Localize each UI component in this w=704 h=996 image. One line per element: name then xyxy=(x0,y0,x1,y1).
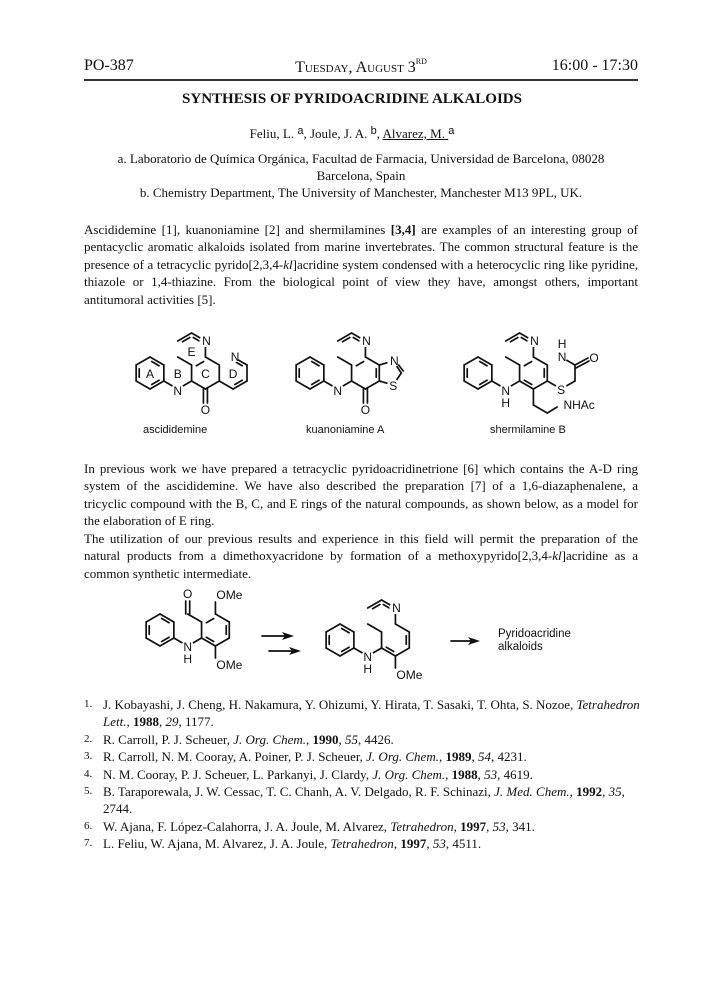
reference-year: 1988 xyxy=(132,714,159,730)
reference-list xyxy=(84,696,644,853)
ring-label: D xyxy=(228,367,238,381)
bond xyxy=(136,357,150,365)
nitrogen-atom: N xyxy=(173,384,183,398)
ring-label: C xyxy=(201,367,210,381)
bond xyxy=(533,357,547,365)
oxygen-atom: O xyxy=(589,351,599,365)
bond xyxy=(506,357,520,365)
reference-volume: 53 xyxy=(492,818,506,834)
reference-number: 7. xyxy=(84,837,93,850)
reference-page: 4231. xyxy=(497,749,527,765)
nitrogen-atom: N xyxy=(202,334,211,348)
bond xyxy=(533,405,547,413)
bond xyxy=(395,624,409,632)
session-time: 16:00 - 17:30 xyxy=(551,57,638,74)
reference-journal: Tetrahedron xyxy=(390,818,454,834)
oxygen-atom: O xyxy=(200,403,211,417)
double-bond xyxy=(196,362,203,366)
reference-page: 4426. xyxy=(364,731,394,747)
bond xyxy=(365,357,379,365)
bond xyxy=(136,381,150,389)
reference-year: 1997 xyxy=(460,818,487,834)
nitrogen-atom: N xyxy=(363,650,373,664)
bond xyxy=(205,381,219,389)
oxygen-atom: O xyxy=(183,587,193,601)
bond xyxy=(464,381,478,389)
bond xyxy=(533,381,547,389)
nitrogen-atom: N xyxy=(530,334,539,348)
reference-journal: J. Med. Chem. xyxy=(494,784,570,800)
reference-year: 1997 xyxy=(400,836,427,852)
nitrogen-atom: N xyxy=(392,601,401,615)
reference-authors: L. Feliu, W. Ajana, M. Alvarez, J. A. Joule, xyxy=(103,836,331,852)
bond xyxy=(368,624,382,632)
reference-item: 3. R. Carroll, N. M. Cooray, A. Poiner, P. J. Scheuer, J. Org. Chem., 1989, 54, 4231. xyxy=(84,749,527,765)
reference-authors: R. Carroll, P. J. Scheuer, xyxy=(103,731,234,747)
double-bond xyxy=(206,619,213,623)
paper-title: SYNTHESIS OF PYRIDOACRIDINE ALKALOIDS xyxy=(182,91,522,107)
reference-authors: R. Carroll, N. M. Cooray, A. Poiner, P. J. Scheuer, xyxy=(103,749,367,765)
body-paragraph-1: In previous work we have prepared a tetracyclic pyridoacridinetrione [6] which contains the A-D ring system of the ascididemine. We have also described the preparation [7] of a 1,6-diazaphenalene, a tricyclic compound with the B, C, and E rings of the natural compounds, as shown below, as a model for the elaboration of E ring. xyxy=(84,461,638,529)
bond xyxy=(215,638,229,646)
reference-volume: 53 xyxy=(432,836,446,852)
reference-number: 2. xyxy=(84,732,93,745)
bond xyxy=(547,407,557,413)
bond xyxy=(296,357,310,365)
methoxy-group: OMe xyxy=(216,658,243,672)
poster-code: PO-387 xyxy=(84,57,134,74)
bond xyxy=(338,357,352,365)
reference-page: 2744. xyxy=(103,801,133,817)
reference-number: 6. xyxy=(84,819,93,832)
hydrogen-atom: H xyxy=(183,652,193,666)
nitrogen-atom: N xyxy=(333,384,343,398)
reference-year: 1992 xyxy=(576,784,603,800)
double-bond xyxy=(524,362,531,366)
caption-shermilamine: shermilamine B xyxy=(490,424,566,436)
bond xyxy=(205,357,219,365)
nitrogen-atom: N xyxy=(557,350,567,364)
reference-journal: Tetrahedron xyxy=(330,836,394,852)
intro-paragraph: Ascididemine [1], kuanoniamine [2] and shermilamines [3,4] are examples of an interesting group of pentacyclic aromatic alkaloids isolated from marine invertebrates. The common structural feature is the presence of a tetracyclic pyrido[2,3,4-kl]acridine system condensed with a heterocyclic ring like pyridine, thiazole or 1,4-thiazine. From the biological point of view they have, amongst others, important antitumoral activities [5]. xyxy=(84,222,639,307)
reference-page: 4511. xyxy=(452,836,482,852)
reference-volume: 55 xyxy=(345,731,359,747)
reference-number: 3. xyxy=(84,750,93,763)
reference-page: 341. xyxy=(512,818,535,834)
double-bond xyxy=(356,362,363,366)
caption-kuanoniamine: kuanoniamine A xyxy=(306,424,385,436)
sulfur-atom: S xyxy=(557,383,566,397)
reference-journal: Tetrahedron Lett. xyxy=(103,697,640,730)
reference-authors: J. Kobayashi, J. Cheng, H. Nakamura, Y. Ohizumi, Y. Hirata, T. Sasaki, T. Ohta, S. Nozoe, xyxy=(103,697,577,712)
scheme-product-label: Pyridoacridine alkaloids xyxy=(498,628,571,653)
ring-label: B xyxy=(173,367,182,381)
hydrogen-atom: H xyxy=(501,396,511,410)
reference-journal: J. Org. Chem. xyxy=(366,749,439,765)
methoxy-group: OMe xyxy=(396,668,423,682)
nitrogen-atom: N xyxy=(362,334,371,348)
reference-authors: W. Ajana, F. López-Calahorra, J. A. Joule, M. Alvarez, xyxy=(103,818,391,834)
bond xyxy=(146,638,160,646)
nhac-group: NHAc xyxy=(563,398,595,412)
reference-journal: J. Org. Chem. xyxy=(233,731,307,747)
bond xyxy=(296,381,310,389)
reference-year: 1990 xyxy=(312,731,339,747)
reference-item: 7. L. Feliu, W. Ajana, M. Alvarez, J. A. Joule, Tetrahedron, 1997, 53, 4511. xyxy=(84,836,482,852)
reference-year: 1989 xyxy=(445,749,472,765)
nitrogen-atom: N xyxy=(230,350,240,364)
reference-item: 5. B. Taraporewala, J. W. Cessac, T. C. Chanh, A. V. Delgado, R. F. Schinazi, J. Med. Chem., 1992, 35, 2744. xyxy=(84,784,625,817)
nitrogen-atom: N xyxy=(183,640,193,654)
reference-number: 5. xyxy=(84,785,93,798)
reference-volume: 53 xyxy=(484,766,498,782)
caption-ascididemine: ascididemine xyxy=(143,424,208,436)
affiliation-a: a. Laboratorio de Química Orgánica, Facultad de Farmacia, Universidad de Barcelona, 08028 Barcelona, Spain xyxy=(117,151,605,183)
author-list: Feliu, L. $^a$, Joule, J. A. $^b$, Alvarez, M. $^a$ xyxy=(249,125,455,141)
bond xyxy=(215,614,229,622)
sulfur-atom: S xyxy=(389,379,398,393)
bond xyxy=(464,357,478,365)
reference-item: 2. R. Carroll, P. J. Scheuer, J. Org. Chem., 1990, 55, 4426. xyxy=(84,731,394,747)
carbonyl-bond xyxy=(576,361,589,368)
reference-journal: J. Org. Chem. xyxy=(372,766,446,782)
reference-page: 4619. xyxy=(503,766,533,782)
bond xyxy=(326,624,340,632)
body-paragraph-2: The utilization of our previous results and experience in this field will permit the preparation of the natural products from a dimethoxyacridone by formation of a methoxypyrido[2,3,4-kl]acridine as a common synthetic intermediate. xyxy=(84,531,638,581)
bond xyxy=(365,381,379,389)
hydrogen-atom: H xyxy=(363,662,373,676)
presenting-author: Alvarez, M. xyxy=(382,126,449,141)
bond xyxy=(219,381,233,389)
reference-item: 4. N. M. Cooray, P. J. Scheuer, L. Parkanyi, J. Clardy, J. Org. Chem., 1988, 53, 4619. xyxy=(84,766,533,782)
bond xyxy=(395,648,409,656)
reference-number: 4. xyxy=(84,767,93,780)
bond xyxy=(146,614,160,622)
nitrogen-atom: N xyxy=(501,384,511,398)
reference-page: 1177. xyxy=(184,714,214,730)
session-date: Tuesday, August 3RD xyxy=(295,57,427,76)
bond xyxy=(192,381,206,389)
affiliation-b: b. Chemistry Department, The University of Manchester, Manchester M13 9PL, UK. xyxy=(139,185,583,200)
ring-label: A xyxy=(145,367,155,381)
reference-authors: B. Taraporewala, J. W. Cessac, T. C. Chanh, A. V. Delgado, R. F. Schinazi, xyxy=(103,784,495,800)
reference-item: 1. J. Kobayashi, J. Cheng, H. Nakamura, Y. Ohizumi, Y. Hirata, T. Sasaki, T. Ohta, S. Nozoe, Tetrahedron Lett., 1988, 29, 1177. xyxy=(84,697,640,730)
hydrogen-atom: H xyxy=(557,337,567,351)
oxygen-atom: O xyxy=(360,403,371,417)
carbonyl-bond xyxy=(575,358,588,365)
reference-authors: N. M. Cooray, P. J. Scheuer, L. Parkanyi, J. Clardy, xyxy=(103,766,373,782)
reference-year: 1988 xyxy=(451,766,478,782)
reference-volume: 29 xyxy=(165,714,179,730)
methoxy-group: OMe xyxy=(216,588,243,602)
bond xyxy=(326,648,340,656)
reference-volume: 35 xyxy=(608,784,622,800)
bond xyxy=(352,381,366,389)
reference-volume: 54 xyxy=(477,749,491,765)
reference-number: 1. xyxy=(84,698,93,710)
ring-label: E xyxy=(187,345,196,359)
reference-item: 6. W. Ajana, F. López-Calahorra, J. A. Joule, M. Alvarez, Tetrahedron, 1997, 53, 341. xyxy=(84,818,535,834)
bond xyxy=(188,614,202,622)
nitrogen-atom: N xyxy=(389,354,399,368)
